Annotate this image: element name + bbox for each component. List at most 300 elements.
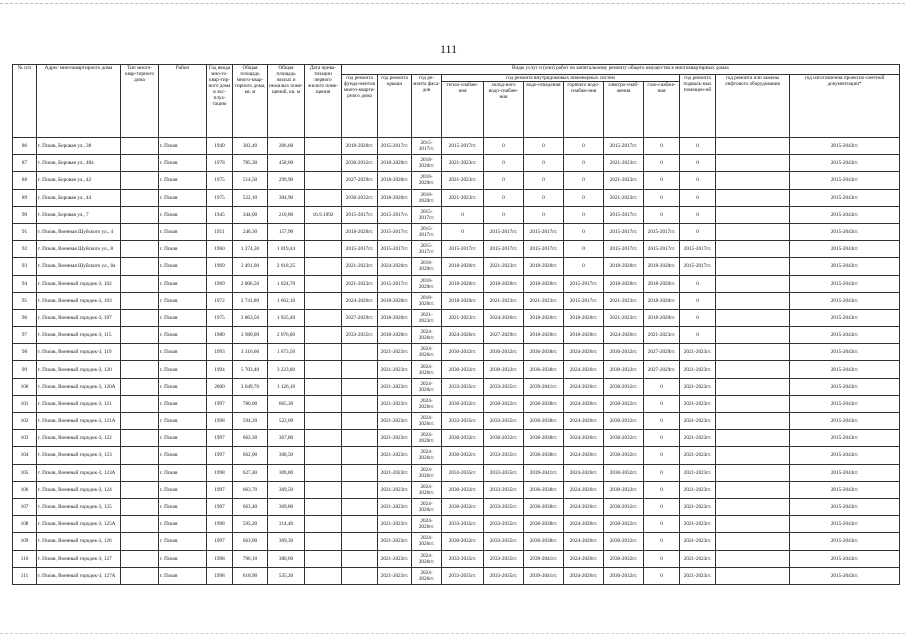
row-year-built-cell: 1998 [207,516,233,533]
row-privatization-cell [305,327,342,344]
row-heating-cell: 2030-2032гг. [442,533,484,550]
row-cold-water-cell: 0 [484,138,524,155]
row-address-cell: г. Псков, Военная Шуйского ул., 4 [37,223,121,240]
row-electric-cell: 2030-2032гг. [604,464,644,481]
row-basement-cell: 2021-2023гг. [680,413,716,430]
row-basement-cell: 0 [680,223,716,240]
row-heating-cell: 2030-2032гг. [442,395,484,412]
row-facade-cell: 2015-2017гг. [412,223,442,240]
row-address-cell: г. Псков, Военный городок-3, 123А [37,464,121,481]
row-total-area-cell: 5 703,40 [233,361,268,378]
row-facade-cell: 2024-2026гг. [412,567,442,584]
row-electric-cell: 2030-2032гг. [604,498,644,515]
row-electric-cell: 2030-2032гг. [604,516,644,533]
row-heating-cell: 2033-2035гг. [442,550,484,567]
row-sewer-cell: 2036-2038гг. [524,413,564,430]
row-basement-cell: 2021-2023гг. [680,447,716,464]
col-district-header: Район [159,65,207,138]
row-privatization-cell [305,533,342,550]
row-year-built-cell: 1945 [207,206,233,223]
row-living-area-cell: 1 662,10 [268,292,305,309]
row-address-cell: г. Псков, Военный городок-3, 123 [37,447,121,464]
row-elevator-cell [716,258,790,275]
row-heating-cell: 2024-2026гг. [442,327,484,344]
row-basement-cell: 0 [680,138,716,155]
row-gas-cell: 0 [644,498,680,515]
row-roof-cell: 2021-2023гг. [378,447,412,464]
row-elevator-cell [716,206,790,223]
row-gas-cell: 0 [644,464,680,481]
row-year-built-cell: 1998 [207,464,233,481]
row-number-cell: 101 [13,395,37,412]
col-basement-header: год ремонта подваль-ных помещен-ий [680,75,716,138]
row-electric-cell: 2030-2032гг. [604,447,644,464]
row-roof-cell: 2015-2017гг. [378,241,412,258]
row-type-cell [121,275,159,292]
row-hot-water-cell: 2024-2026гг. [564,567,604,584]
row-living-area-cell: 3 223,80 [268,361,305,378]
row-sewer-cell: 2015-2017гг. [524,223,564,240]
row-address-cell: г. Псков, Боровая ул., 44 [37,189,121,206]
row-living-area-cell: 369,50 [268,481,305,498]
row-cold-water-cell: 2021-2023гг. [484,258,524,275]
row-facade-cell: 2024-2026гг. [412,550,442,567]
row-facade-cell: 2015-2017гг. [412,241,442,258]
row-elevator-cell [716,567,790,584]
row-gas-cell: 2018-2020гг. [644,292,680,309]
row-facade-cell: 2018-2020гг. [412,275,442,292]
row-address-cell: г. Псков, Военный городок-3, 121А [37,413,121,430]
row-hot-water-cell: 2024-2026гг. [564,464,604,481]
row-privatization-cell [305,258,342,275]
row-gas-cell: 0 [644,189,680,206]
row-year-built-cell: 1969 [207,258,233,275]
row-number-cell: 96 [13,309,37,326]
row-type-cell [121,481,159,498]
scan-edge-top [0,0,905,4]
table-row [13,567,900,584]
row-living-area-cell: 535,20 [268,567,305,584]
row-cold-water-cell: 2033-2035гг. [484,378,524,395]
row-cold-water-cell: 2033-2035гг. [484,567,524,584]
row-heating-cell: 2015-2017гг. [442,241,484,258]
row-total-area-cell: 344,00 [233,206,268,223]
row-year-built-cell: 1997 [207,481,233,498]
row-foundation-cell [342,533,378,550]
row-living-area-cell: 206,60 [268,138,305,155]
row-electric-cell: 2024-2026гг. [604,327,644,344]
row-facade-cell: 2021-2023гг. [412,309,442,326]
row-number-cell: 103 [13,430,37,447]
row-facade-cell: 2018-2020гг. [412,258,442,275]
row-year-built-cell: 2000 [207,378,233,395]
row-district-cell: г. Псков [159,447,207,464]
row-number-cell: 99 [13,361,37,378]
row-gas-cell: 0 [644,430,680,447]
row-hot-water-cell: 0 [564,138,604,155]
row-roof-cell: 2018-2020гг. [378,292,412,309]
row-roof-cell: 2021-2023гг. [378,395,412,412]
row-basement-cell: 2021-2023гг. [680,378,716,395]
table-row [13,361,900,378]
row-total-area-cell: 1 274,30 [233,241,268,258]
row-electric-cell: 2030-2032гг. [604,550,644,567]
row-type-cell [121,223,159,240]
row-number-cell: 102 [13,413,37,430]
row-cold-water-cell: 2033-2035гг. [484,413,524,430]
row-basement-cell: 2021-2023гг. [680,344,716,361]
row-design-docs-cell: 2015-2043гг. [790,206,900,223]
row-total-area-cell: 246,30 [233,223,268,240]
row-number-cell: 86 [13,138,37,155]
row-living-area-cell: 1 673,50 [268,344,305,361]
row-living-area-cell: 2 618,25 [268,258,305,275]
row-elevator-cell [716,309,790,326]
row-facade-cell: 2024-2026гг. [412,344,442,361]
table-row [13,189,900,206]
row-heating-cell: 2033-2035гг. [442,516,484,533]
row-living-area-cell: 314,40 [268,516,305,533]
row-type-cell [121,258,159,275]
row-sewer-cell: 2018-2020гг. [524,258,564,275]
row-elevator-cell [716,155,790,172]
row-design-docs-cell: 2015-2043гг. [790,567,900,584]
row-foundation-cell: 2033-2035гг. [342,327,378,344]
table-row [13,344,900,361]
row-privatization-cell: 16.9.1992 [305,206,342,223]
table-row [13,172,900,189]
row-basement-cell: 0 [680,172,716,189]
row-year-built-cell: 1972 [207,292,233,309]
row-address-cell: г. Псков, Военный городок-3, 120А [37,378,121,395]
row-foundation-cell [342,567,378,584]
row-basement-cell: 2021-2023гг. [680,361,716,378]
row-electric-cell: 2021-2023гг. [604,172,644,189]
row-heating-cell: 2030-2032гг. [442,447,484,464]
col-heating-header: тепло-снабже-ния [442,82,484,138]
row-hot-water-cell: 2024-2026гг. [564,344,604,361]
table-row [13,138,900,155]
col-roof-header: год ремонта крыши [378,75,412,138]
row-living-area-cell: 1 019,44 [268,241,305,258]
row-district-cell: г. Псков [159,464,207,481]
row-elevator-cell [716,292,790,309]
row-year-built-cell: 1949 [207,138,233,155]
row-year-built-cell: 1997 [207,395,233,412]
table-row [13,378,900,395]
col-design-docs-header: год изготовления проектно-сметной документации* [790,75,900,138]
table-row [13,258,900,275]
row-design-docs-cell: 2015-2043гг. [790,395,900,412]
row-district-cell: г. Псков [159,275,207,292]
row-electric-cell: 2030-2032гг. [604,378,644,395]
row-electric-cell: 2018-2020гг. [604,275,644,292]
row-electric-cell: 2030-2032гг. [604,344,644,361]
row-hot-water-cell: 2024-2026гг. [564,395,604,412]
row-type-cell [121,241,159,258]
row-electric-cell: 2030-2032гг. [604,567,644,584]
row-living-area-cell: 369,30 [268,533,305,550]
row-electric-cell: 2021-2023гг. [604,309,644,326]
row-heating-cell: 2033-2035гг. [442,464,484,481]
row-basement-cell: 2021-2023гг. [680,464,716,481]
col-address-header: Адрес многоквартирного дома [37,65,121,138]
row-district-cell: г. Псков [159,327,207,344]
row-hot-water-cell: 2024-2026гг. [564,533,604,550]
row-address-cell: г. Псков, Военный городок-3, 125 [37,498,121,515]
row-sewer-cell: 0 [524,138,564,155]
table-row [13,533,900,550]
row-foundation-cell: 2015-2017гг. [342,241,378,258]
row-roof-cell: 2018-2020гг. [378,309,412,326]
row-total-area-cell: 302,40 [233,138,268,155]
row-district-cell: г. Псков [159,172,207,189]
row-roof-cell: 2021-2023гг. [378,361,412,378]
row-design-docs-cell: 2015-2043гг. [790,361,900,378]
row-elevator-cell [716,327,790,344]
row-sewer-cell: 2018-2020гг. [524,309,564,326]
row-roof-cell: 2021-2023гг. [378,481,412,498]
row-facade-cell: 2024-2026гг. [412,498,442,515]
row-roof-cell: 2018-2020гг. [378,327,412,344]
row-design-docs-cell: 2015-2043гг. [790,481,900,498]
row-number-cell: 110 [13,550,37,567]
row-address-cell: г. Псков, Боровая ул., 42 [37,172,121,189]
row-living-area-cell: 458,00 [268,155,305,172]
row-hot-water-cell: 2024-2026гг. [564,447,604,464]
row-roof-cell: 2018-2020гг. [378,155,412,172]
row-gas-cell: 0 [644,533,680,550]
row-privatization-cell [305,292,342,309]
row-sewer-cell: 2018-2020гг. [524,275,564,292]
row-number-cell: 89 [13,189,37,206]
row-roof-cell: 2021-2023гг. [378,344,412,361]
row-living-area-cell: 1 126,10 [268,378,305,395]
row-roof-cell: 2015-2017гг. [378,138,412,155]
row-type-cell [121,361,159,378]
row-district-cell: г. Псков [159,258,207,275]
row-roof-cell: 2024-2026гг. [378,258,412,275]
row-elevator-cell [716,344,790,361]
row-sewer-cell: 0 [524,155,564,172]
col-num-header: № п/п [13,65,37,138]
row-heating-cell: 2021-2023гг. [442,189,484,206]
row-address-cell: г. Псков, Военная Шуйского ул., 8а [37,258,121,275]
row-number-cell: 90 [13,206,37,223]
row-gas-cell: 0 [644,413,680,430]
row-sewer-cell: 2039-2041гг. [524,464,564,481]
row-district-cell: г. Псков [159,413,207,430]
row-electric-cell: 2030-2032гг. [604,413,644,430]
row-total-area-cell: 662,30 [233,430,268,447]
row-foundation-cell [342,430,378,447]
row-heating-cell: 2030-2032гг. [442,361,484,378]
row-gas-cell: 0 [644,378,680,395]
row-year-built-cell: 1969 [207,275,233,292]
row-facade-cell: 2024-2026гг. [412,395,442,412]
row-hot-water-cell: 0 [564,189,604,206]
row-roof-cell: 2021-2023гг. [378,567,412,584]
row-electric-cell: 2030-2032гг. [604,533,644,550]
col-living-area-header: Общая площадь жилых и нежилых поме-щений, кв. м [268,65,305,138]
col-electric-header: электро-снаб-жения [604,82,644,138]
row-foundation-cell: 2024-2026гг. [342,292,378,309]
row-foundation-cell [342,344,378,361]
row-privatization-cell [305,395,342,412]
row-living-area-cell: 367,80 [268,430,305,447]
row-privatization-cell [305,464,342,481]
row-year-built-cell: 1997 [207,430,233,447]
col-sewer-header: водо-отведения [524,82,564,138]
row-hot-water-cell: 2018-2020гг. [564,309,604,326]
row-district-cell: г. Псков [159,567,207,584]
row-hot-water-cell: 2024-2026гг. [564,481,604,498]
table-row [13,447,900,464]
row-gas-cell: 0 [644,516,680,533]
row-total-area-cell: 3 980,00 [233,327,268,344]
row-foundation-cell [342,413,378,430]
row-living-area-cell: 368,50 [268,447,305,464]
row-facade-cell: 2024-2026гг. [412,361,442,378]
row-electric-cell: 2018-2020гг. [604,258,644,275]
row-cold-water-cell: 2030-2032гг. [484,361,524,378]
row-gas-cell: 2018-2020гг. [644,309,680,326]
row-foundation-cell: 2018-2020гг. [342,138,378,155]
row-foundation-cell: 2015-2017гг. [342,206,378,223]
row-living-area-cell: 665,30 [268,395,305,412]
row-cold-water-cell: 2033-2035гг. [484,498,524,515]
row-type-cell [121,327,159,344]
capital-repair-table [12,64,900,585]
row-privatization-cell [305,481,342,498]
row-living-area-cell: 157,90 [268,223,305,240]
col-facade-header: год ре-монта фаса-дов [412,75,442,138]
row-gas-cell: 2015-2017гг. [644,223,680,240]
row-elevator-cell [716,138,790,155]
row-design-docs-cell: 2015-2043гг. [790,516,900,533]
row-year-built-cell: 1997 [207,447,233,464]
row-sewer-cell: 2036-2038гг. [524,361,564,378]
col-type-header: Тип много-квар-тирного дома [121,65,159,138]
row-hot-water-cell: 2015-2017гг. [564,292,604,309]
row-address-cell: г. Псков, Военный городок-3, 102 [37,275,121,292]
row-foundation-cell [342,464,378,481]
row-elevator-cell [716,481,790,498]
row-total-area-cell: 594,20 [233,413,268,430]
row-privatization-cell [305,447,342,464]
row-cold-water-cell: 2018-2020гг. [484,275,524,292]
row-foundation-cell: 2030-2032гг. [342,189,378,206]
row-facade-cell: 2024-2026гг. [412,378,442,395]
row-cold-water-cell: 2015-2017гг. [484,223,524,240]
row-total-area-cell: 780,00 [233,395,268,412]
row-hot-water-cell: 2018-2020гг. [564,327,604,344]
row-facade-cell: 2018-2020гг. [412,155,442,172]
row-gas-cell: 2018-2020гг. [644,258,680,275]
table-row [13,206,900,223]
row-foundation-cell [342,378,378,395]
row-number-cell: 105 [13,464,37,481]
row-gas-cell: 0 [644,395,680,412]
row-foundation-cell: 2027-2029гг. [342,309,378,326]
row-district-cell: г. Псков [159,550,207,567]
row-foundation-cell [342,395,378,412]
row-privatization-cell [305,241,342,258]
row-total-area-cell: 662,00 [233,447,268,464]
row-heating-cell: 2021-2023гг. [442,309,484,326]
row-type-cell [121,138,159,155]
row-district-cell: г. Псков [159,344,207,361]
row-electric-cell: 2021-2023гг. [604,155,644,172]
row-cold-water-cell: 2024-2026гг. [484,309,524,326]
row-facade-cell: 2024-2026гг. [412,430,442,447]
row-number-cell: 88 [13,172,37,189]
row-sewer-cell: 2036-2038гг. [524,344,564,361]
row-district-cell: г. Псков [159,361,207,378]
row-foundation-cell [342,481,378,498]
row-living-area-cell: 1 925,40 [268,309,305,326]
row-foundation-cell: 2027-2029гг. [342,172,378,189]
row-basement-cell: 2015-2017гг. [680,241,716,258]
row-facade-cell: 2015-2017гг. [412,206,442,223]
row-heating-cell: 2021-2023гг. [442,172,484,189]
table-row [13,430,900,447]
row-number-cell: 104 [13,447,37,464]
row-heating-cell: 2018-2020гг. [442,292,484,309]
row-total-area-cell: 3 863,50 [233,309,268,326]
row-gas-cell: 0 [644,550,680,567]
row-heating-cell: 2021-2023гг. [442,155,484,172]
row-district-cell: г. Псков [159,206,207,223]
row-district-cell: г. Псков [159,223,207,240]
row-elevator-cell [716,413,790,430]
services-group-header: Виды услуг и (или) работ по капитальному ремонту общего имущества в многоквартирных домах [342,65,900,75]
row-cold-water-cell: 2033-2035гг. [484,447,524,464]
row-elevator-cell [716,533,790,550]
row-sewer-cell: 0 [524,172,564,189]
row-design-docs-cell: 2015-2043гг. [790,464,900,481]
row-basement-cell: 2021-2023гг. [680,550,716,567]
row-address-cell: г. Псков, Военный городок-3, 115 [37,327,121,344]
scan-edge-bottom [0,633,905,635]
row-number-cell: 87 [13,155,37,172]
row-address-cell: г. Псков, Военный городок-3, 127А [37,567,121,584]
row-cold-water-cell: 2030-2032гг. [484,344,524,361]
row-privatization-cell [305,413,342,430]
row-roof-cell: 2018-2020гг. [378,172,412,189]
row-district-cell: г. Псков [159,241,207,258]
row-hot-water-cell: 2024-2026гг. [564,413,604,430]
row-privatization-cell [305,155,342,172]
row-roof-cell: 2021-2023гг. [378,550,412,567]
row-elevator-cell [716,395,790,412]
row-hot-water-cell: 0 [564,258,604,275]
table-row [13,223,900,240]
row-cold-water-cell: 2033-2035гг. [484,533,524,550]
row-basement-cell: 2021-2023гг. [680,533,716,550]
col-gas-header: газо-снабже-ния [644,82,680,138]
row-basement-cell: 0 [680,206,716,223]
row-type-cell [121,292,159,309]
row-design-docs-cell: 2015-2043гг. [790,258,900,275]
row-foundation-cell [342,361,378,378]
row-number-cell: 93 [13,258,37,275]
row-cold-water-cell: 2021-2023гг. [484,292,524,309]
row-type-cell [121,309,159,326]
row-number-cell: 108 [13,516,37,533]
row-district-cell: г. Псков [159,378,207,395]
row-address-cell: г. Псков, Военный городок-3, 126 [37,533,121,550]
